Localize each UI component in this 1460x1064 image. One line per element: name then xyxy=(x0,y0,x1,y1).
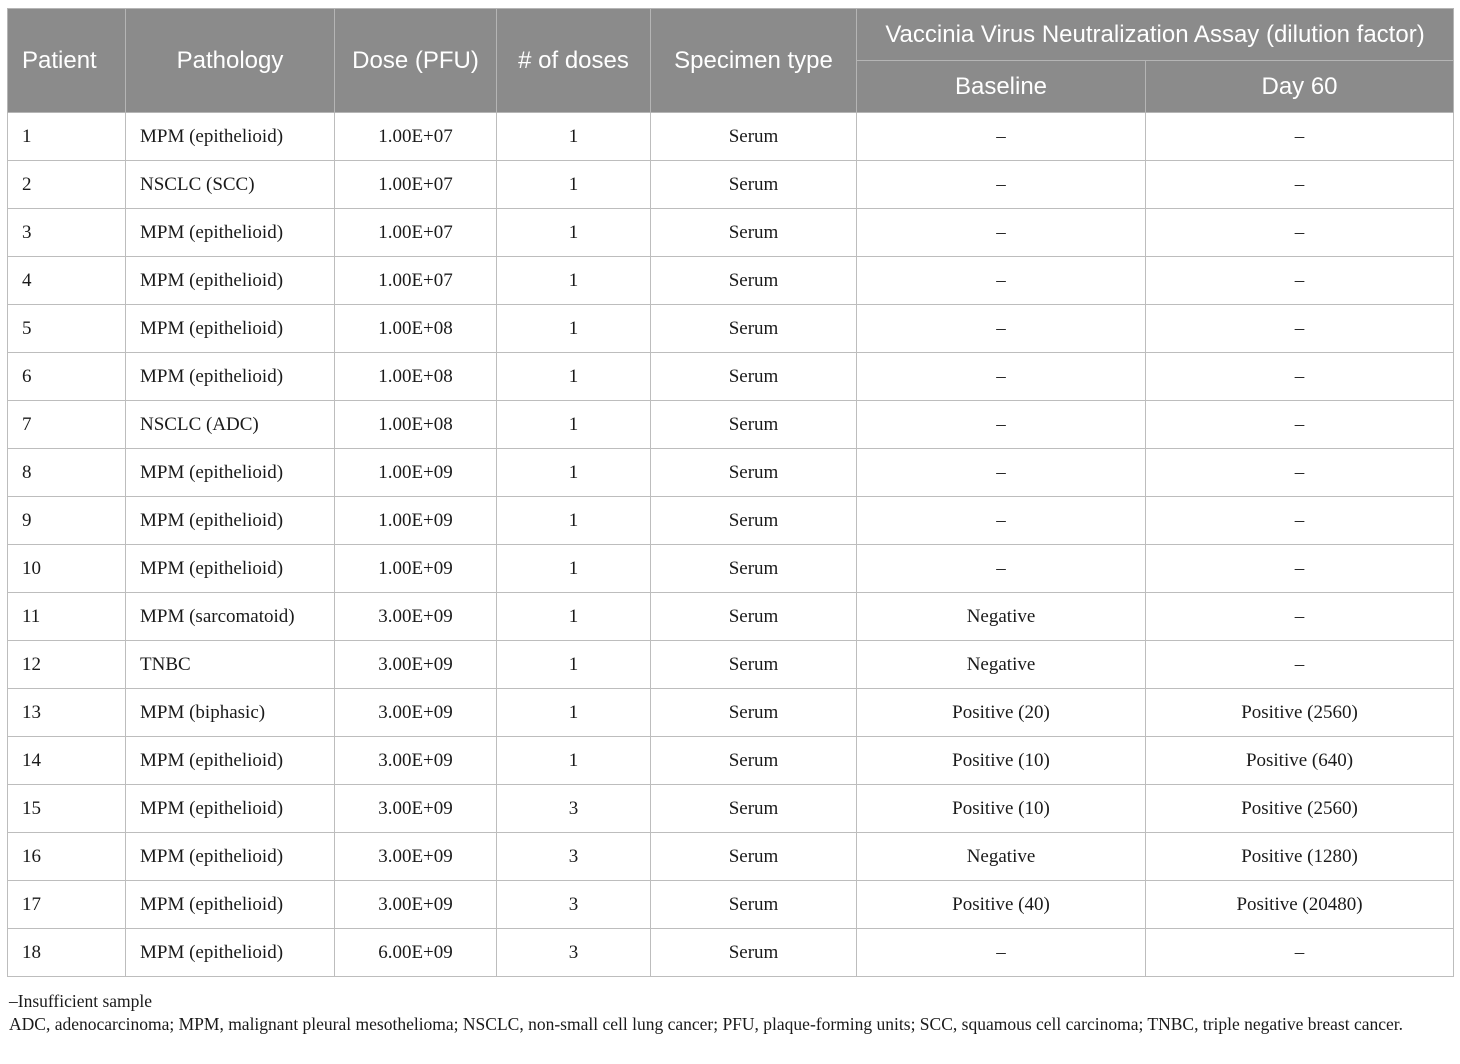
cell-baseline: – xyxy=(857,929,1146,977)
cell-num-doses: 1 xyxy=(497,401,651,449)
cell-specimen-type: Serum xyxy=(651,209,857,257)
cell-day-60: – xyxy=(1146,497,1454,545)
cell-pathology: MPM (epithelioid) xyxy=(126,545,335,593)
cell-num-doses: 1 xyxy=(497,449,651,497)
cell-baseline: – xyxy=(857,497,1146,545)
cell-dose: 1.00E+09 xyxy=(335,545,497,593)
header-day-60: Day 60 xyxy=(1146,61,1454,113)
cell-num-doses: 3 xyxy=(497,785,651,833)
cell-pathology: MPM (sarcomatoid) xyxy=(126,593,335,641)
cell-patient: 5 xyxy=(8,305,126,353)
cell-pathology: MPM (epithelioid) xyxy=(126,929,335,977)
cell-num-doses: 1 xyxy=(497,305,651,353)
cell-specimen-type: Serum xyxy=(651,353,857,401)
cell-day-60: Positive (2560) xyxy=(1146,689,1454,737)
table-header xyxy=(8,9,1454,113)
cell-specimen-type: Serum xyxy=(651,881,857,929)
cell-patient: 14 xyxy=(8,737,126,785)
header-assay-group: Vaccinia Virus Neutralization Assay (dilution factor) xyxy=(857,9,1454,61)
cell-pathology: MPM (epithelioid) xyxy=(126,449,335,497)
cell-dose: 3.00E+09 xyxy=(335,689,497,737)
cell-baseline: Positive (10) xyxy=(857,785,1146,833)
cell-patient: 15 xyxy=(8,785,126,833)
cell-baseline: Positive (10) xyxy=(857,737,1146,785)
cell-num-doses: 1 xyxy=(497,209,651,257)
footnote-insufficient-sample: –Insufficient sample xyxy=(9,991,153,1011)
table-row xyxy=(8,497,1454,545)
cell-day-60: Positive (1280) xyxy=(1146,833,1454,881)
cell-patient: 2 xyxy=(8,161,126,209)
cell-num-doses: 1 xyxy=(497,545,651,593)
cell-dose: 1.00E+08 xyxy=(335,401,497,449)
neutralization-assay-table xyxy=(7,8,1454,977)
cell-day-60: – xyxy=(1146,305,1454,353)
cell-patient: 10 xyxy=(8,545,126,593)
cell-patient: 18 xyxy=(8,929,126,977)
cell-specimen-type: Serum xyxy=(651,929,857,977)
table-row xyxy=(8,929,1454,977)
cell-num-doses: 1 xyxy=(497,161,651,209)
table-footnotes xyxy=(9,990,1449,1036)
cell-dose: 1.00E+09 xyxy=(335,497,497,545)
cell-baseline: Positive (20) xyxy=(857,689,1146,737)
cell-pathology: MPM (epithelioid) xyxy=(126,113,335,161)
cell-dose: 3.00E+09 xyxy=(335,641,497,689)
cell-baseline: – xyxy=(857,449,1146,497)
cell-specimen-type: Serum xyxy=(651,161,857,209)
cell-dose: 1.00E+08 xyxy=(335,353,497,401)
table-row xyxy=(8,257,1454,305)
table-row xyxy=(8,641,1454,689)
cell-pathology: MPM (epithelioid) xyxy=(126,209,335,257)
cell-num-doses: 1 xyxy=(497,641,651,689)
cell-num-doses: 1 xyxy=(497,737,651,785)
table-row xyxy=(8,593,1454,641)
cell-dose: 3.00E+09 xyxy=(335,593,497,641)
cell-baseline: Positive (40) xyxy=(857,881,1146,929)
cell-specimen-type: Serum xyxy=(651,257,857,305)
table-row xyxy=(8,689,1454,737)
cell-dose: 1.00E+09 xyxy=(335,449,497,497)
cell-num-doses: 1 xyxy=(497,689,651,737)
cell-specimen-type: Serum xyxy=(651,401,857,449)
cell-dose: 1.00E+07 xyxy=(335,257,497,305)
cell-day-60: – xyxy=(1146,161,1454,209)
footnote-abbreviations: ADC, adenocarcinoma; MPM, malignant pleural mesothelioma; NSCLC, non-small cell lung cancer; PFU, plaque-forming units; SCC, squamous cell carcinoma; TNBC, triple negative breast cancer. xyxy=(9,1014,1404,1034)
cell-baseline: – xyxy=(857,113,1146,161)
cell-patient: 16 xyxy=(8,833,126,881)
cell-patient: 7 xyxy=(8,401,126,449)
cell-baseline: – xyxy=(857,353,1146,401)
cell-dose: 1.00E+07 xyxy=(335,161,497,209)
cell-patient: 1 xyxy=(8,113,126,161)
cell-dose: 3.00E+09 xyxy=(335,785,497,833)
cell-num-doses: 1 xyxy=(497,353,651,401)
cell-baseline: – xyxy=(857,257,1146,305)
table-row xyxy=(8,737,1454,785)
cell-pathology: NSCLC (SCC) xyxy=(126,161,335,209)
cell-baseline: – xyxy=(857,161,1146,209)
cell-day-60: – xyxy=(1146,353,1454,401)
cell-pathology: MPM (epithelioid) xyxy=(126,833,335,881)
cell-day-60: – xyxy=(1146,257,1454,305)
cell-dose: 6.00E+09 xyxy=(335,929,497,977)
table-row xyxy=(8,401,1454,449)
cell-pathology: TNBC xyxy=(126,641,335,689)
cell-specimen-type: Serum xyxy=(651,545,857,593)
table-row xyxy=(8,353,1454,401)
cell-baseline: Negative xyxy=(857,641,1146,689)
cell-baseline: – xyxy=(857,209,1146,257)
cell-dose: 1.00E+07 xyxy=(335,209,497,257)
cell-specimen-type: Serum xyxy=(651,689,857,737)
table-row xyxy=(8,209,1454,257)
cell-day-60: – xyxy=(1146,929,1454,977)
cell-patient: 6 xyxy=(8,353,126,401)
cell-specimen-type: Serum xyxy=(651,593,857,641)
cell-patient: 4 xyxy=(8,257,126,305)
cell-patient: 17 xyxy=(8,881,126,929)
cell-pathology: MPM (epithelioid) xyxy=(126,353,335,401)
cell-dose: 1.00E+08 xyxy=(335,305,497,353)
cell-specimen-type: Serum xyxy=(651,497,857,545)
cell-pathology: MPM (epithelioid) xyxy=(126,257,335,305)
cell-day-60: – xyxy=(1146,545,1454,593)
header-pathology: Pathology xyxy=(126,9,335,113)
cell-num-doses: 3 xyxy=(497,881,651,929)
cell-day-60: – xyxy=(1146,449,1454,497)
cell-patient: 11 xyxy=(8,593,126,641)
cell-dose: 3.00E+09 xyxy=(335,833,497,881)
cell-patient: 8 xyxy=(8,449,126,497)
cell-num-doses: 3 xyxy=(497,833,651,881)
cell-day-60: – xyxy=(1146,113,1454,161)
cell-pathology: MPM (epithelioid) xyxy=(126,305,335,353)
cell-patient: 9 xyxy=(8,497,126,545)
cell-specimen-type: Serum xyxy=(651,737,857,785)
cell-pathology: MPM (epithelioid) xyxy=(126,881,335,929)
table-row xyxy=(8,545,1454,593)
cell-baseline: Negative xyxy=(857,593,1146,641)
cell-day-60: – xyxy=(1146,641,1454,689)
cell-patient: 12 xyxy=(8,641,126,689)
cell-specimen-type: Serum xyxy=(651,641,857,689)
cell-baseline: – xyxy=(857,545,1146,593)
table-row xyxy=(8,881,1454,929)
cell-specimen-type: Serum xyxy=(651,305,857,353)
cell-specimen-type: Serum xyxy=(651,785,857,833)
cell-num-doses: 3 xyxy=(497,929,651,977)
cell-dose: 3.00E+09 xyxy=(335,737,497,785)
cell-day-60: – xyxy=(1146,209,1454,257)
cell-num-doses: 1 xyxy=(497,113,651,161)
cell-dose: 1.00E+07 xyxy=(335,113,497,161)
cell-patient: 13 xyxy=(8,689,126,737)
cell-baseline: Negative xyxy=(857,833,1146,881)
cell-num-doses: 1 xyxy=(497,497,651,545)
table-row xyxy=(8,449,1454,497)
cell-day-60: – xyxy=(1146,401,1454,449)
cell-day-60: Positive (20480) xyxy=(1146,881,1454,929)
header-baseline: Baseline xyxy=(857,61,1146,113)
header-patient: Patient xyxy=(8,9,126,113)
table-body xyxy=(8,113,1454,977)
cell-num-doses: 1 xyxy=(497,593,651,641)
header-specimen-type: Specimen type xyxy=(651,9,857,113)
cell-pathology: MPM (epithelioid) xyxy=(126,785,335,833)
results-table-container xyxy=(7,8,1453,977)
header-num-doses: # of doses xyxy=(497,9,651,113)
table-row xyxy=(8,113,1454,161)
cell-specimen-type: Serum xyxy=(651,113,857,161)
cell-pathology: MPM (epithelioid) xyxy=(126,497,335,545)
cell-day-60: Positive (640) xyxy=(1146,737,1454,785)
cell-patient: 3 xyxy=(8,209,126,257)
table-row xyxy=(8,161,1454,209)
cell-pathology: MPM (biphasic) xyxy=(126,689,335,737)
table-row xyxy=(8,305,1454,353)
cell-day-60: Positive (2560) xyxy=(1146,785,1454,833)
cell-specimen-type: Serum xyxy=(651,833,857,881)
cell-baseline: – xyxy=(857,401,1146,449)
cell-specimen-type: Serum xyxy=(651,449,857,497)
table-row xyxy=(8,833,1454,881)
cell-day-60: – xyxy=(1146,593,1454,641)
cell-pathology: MPM (epithelioid) xyxy=(126,737,335,785)
cell-dose: 3.00E+09 xyxy=(335,881,497,929)
cell-num-doses: 1 xyxy=(497,257,651,305)
header-dose: Dose (PFU) xyxy=(335,9,497,113)
cell-baseline: – xyxy=(857,305,1146,353)
table-row xyxy=(8,785,1454,833)
cell-pathology: NSCLC (ADC) xyxy=(126,401,335,449)
